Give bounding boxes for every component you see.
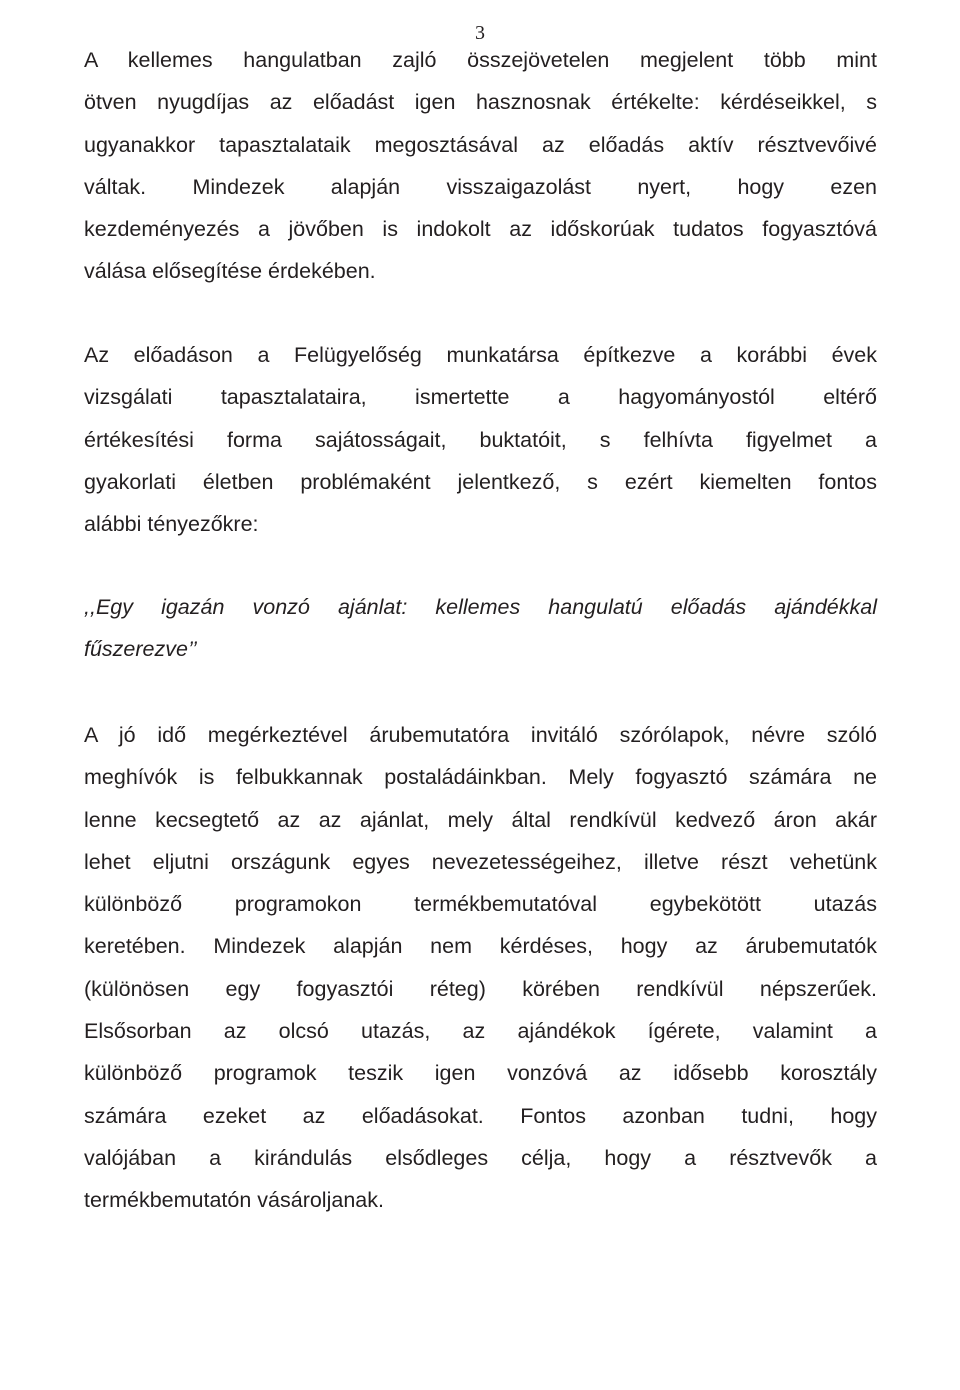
paragraph-line: lenne kecsegtető az az ajánlat, mely által rendkívül kedvező áron akár: [84, 807, 877, 832]
paragraph-line: különböző programok teszik igen vonzóvá az idősebb korosztály: [84, 1061, 877, 1086]
paragraph-line: különböző programokon termékbemutatóval egybekötött utazás: [84, 892, 877, 917]
paragraph-2: [84, 334, 877, 545]
paragraph-line: A kellemes hangulatban zajló összejövetelen megjelent több mint: [84, 48, 877, 72]
paragraph-line: ugyanakkor tapasztalataik megosztásával az előadás aktív résztvevőivé: [84, 132, 877, 157]
heading-line: ,,Egy igazán vonzó ajánlat: kellemes hangulatú előadás ajándékkal: [84, 595, 877, 619]
paragraph-line: keretében. Mindezek alapján nem kérdéses, hogy az árubemutatók: [84, 934, 877, 959]
paragraph-line: meghívók is felbukkannak postaládáinkban. Mely fogyasztó számára ne: [84, 765, 877, 790]
paragraph-line: kezdeményezés a jövőben is indokolt az időskorúak tudatos fogyasztóvá: [84, 217, 877, 242]
paragraph-line: termékbemutatón vásároljanak.: [84, 1188, 384, 1213]
paragraph-line: lehet eljutni országunk egyes nevezetességeihez, illetve részt vehetünk: [84, 849, 877, 874]
paragraph-line: (különösen egy fogyasztói réteg) körében rendkívül népszerűek.: [84, 976, 877, 1001]
paragraph-4: [84, 714, 877, 1222]
paragraph-line: gyakorlati életben problémaként jelentkező, s ezért kiemelten fontos: [84, 469, 877, 494]
heading-line: fűszerezve’’: [84, 637, 197, 662]
paragraph-1: [84, 39, 877, 293]
paragraph-line: váltak. Mindezek alapján visszaigazolást nyert, hogy ezen: [84, 174, 877, 199]
italic-heading: [84, 586, 877, 671]
paragraph-line: válása elősegítése érdekében.: [84, 259, 376, 284]
paragraph-line: számára ezeket az előadásokat. Fontos azonban tudni, hogy: [84, 1103, 877, 1128]
paragraph-line: Az előadáson a Felügyelőség munkatársa építkezve a korábbi évek: [84, 343, 877, 367]
paragraph-line: A jó idő megérkeztével árubemutatóra invitáló szórólapok, névre szóló: [84, 723, 877, 747]
page-number: 3: [475, 22, 485, 44]
paragraph-line: vizsgálati tapasztalataira, ismertette a hagyományostól eltérő: [84, 385, 877, 410]
paragraph-line: valójában a kirándulás elsődleges célja, hogy a résztvevők a: [84, 1145, 877, 1170]
paragraph-line: ötven nyugdíjas az előadást igen hasznosnak értékelte: kérdéseikkel, s: [84, 90, 877, 115]
paragraph-line: értékesítési forma sajátosságait, buktatóit, s felhívta figyelmet a: [84, 427, 877, 452]
paragraph-line: alábbi tényezőkre:: [84, 512, 259, 537]
paragraph-line: Elsősorban az olcsó utazás, az ajándékok ígérete, valamint a: [84, 1019, 877, 1044]
